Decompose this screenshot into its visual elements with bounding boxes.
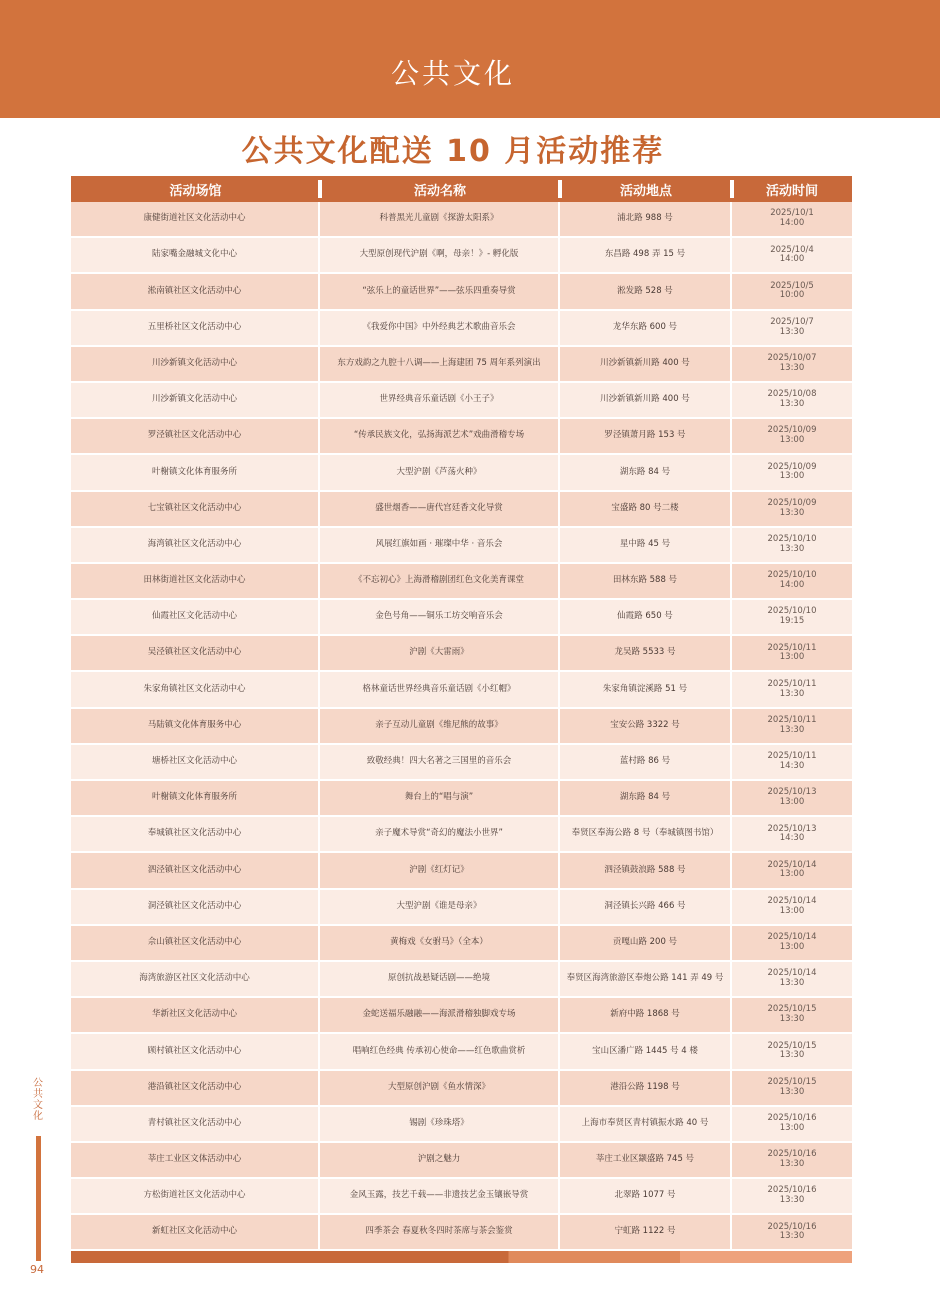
table-row bbox=[71, 1034, 852, 1070]
table-row bbox=[71, 781, 852, 817]
table-row bbox=[71, 1143, 852, 1179]
cell-date-text: 2025/10/16 bbox=[767, 1221, 817, 1232]
cell-clock-text: 14:30 bbox=[779, 760, 805, 771]
cell-venue: 朱家角镇社区文化活动中心 bbox=[71, 672, 320, 706]
cell-name: 沪剧之魅力 bbox=[320, 1143, 560, 1177]
cell-place: 泗泾镇鼓浪路 588 号 bbox=[560, 853, 732, 887]
column-header-name: 活动名称 bbox=[320, 176, 560, 202]
cell-venue: 罗泾镇社区文化活动中心 bbox=[71, 419, 320, 453]
cell-place: 罗泾镇萧月路 153 号 bbox=[560, 419, 732, 453]
cell-clock-text: 14:00 bbox=[779, 579, 805, 590]
cell-venue: 塘桥社区文化活动中心 bbox=[71, 745, 320, 779]
cell-name: 科普黑光儿童剧《探游太阳系》 bbox=[320, 202, 560, 236]
cell-clock-text: 13:30 bbox=[779, 507, 805, 518]
cell-venue: 马陆镇文化体育服务中心 bbox=[71, 709, 320, 743]
cell-date-text: 2025/10/11 bbox=[767, 642, 817, 653]
cell-clock-text: 13:30 bbox=[779, 688, 805, 699]
cell-time bbox=[732, 998, 852, 1032]
cell-time bbox=[732, 455, 852, 489]
cell-date-text: 2025/10/14 bbox=[767, 895, 817, 906]
cell-venue: 吴泾镇社区文化活动中心 bbox=[71, 636, 320, 670]
cell-clock-text: 19:15 bbox=[779, 616, 805, 627]
cell-name: 沪剧《红灯记》 bbox=[320, 853, 560, 887]
cell-date-text: 2025/10/13 bbox=[767, 787, 817, 798]
cell-name: 亲子魔术导赏“奇幻的魔法小世界” bbox=[320, 817, 560, 851]
cell-time bbox=[732, 1071, 852, 1105]
cell-name: 黄梅戏《女驸马》（全本） bbox=[320, 926, 560, 960]
cell-venue: 海湾镇社区文化活动中心 bbox=[71, 528, 320, 562]
table-row bbox=[71, 202, 852, 238]
cell-venue: 佘山镇社区文化活动中心 bbox=[71, 926, 320, 960]
table-row bbox=[71, 926, 852, 962]
cell-name: 大型沪剧《芦荡火种》 bbox=[320, 455, 560, 489]
cell-clock-text: 13:30 bbox=[779, 1158, 805, 1169]
cell-time bbox=[732, 1143, 852, 1177]
table-row bbox=[71, 311, 852, 347]
cell-place: 奉贤区海湾旅游区奉炮公路 141 弄 49 号 bbox=[560, 962, 732, 996]
cell-name: 金色号角——铜乐工坊交响音乐会 bbox=[320, 600, 560, 634]
table-row bbox=[71, 998, 852, 1034]
cell-clock-text: 13:00 bbox=[779, 1122, 805, 1133]
cell-time bbox=[732, 600, 852, 634]
cell-name: 原创抗战悬疑话剧——绝境 bbox=[320, 962, 560, 996]
cell-clock-text: 13:30 bbox=[779, 1086, 805, 1097]
cell-place: 田林东路 588 号 bbox=[560, 564, 732, 598]
table-row bbox=[71, 419, 852, 455]
cell-venue: 七宝镇社区文化活动中心 bbox=[71, 492, 320, 526]
cell-name: 致敬经典！四大名著之三国里的音乐会 bbox=[320, 745, 560, 779]
cell-place: 湖东路 84 号 bbox=[560, 455, 732, 489]
cell-date-text: 2025/10/16 bbox=[767, 1185, 817, 1196]
cell-venue: 陆家嘴金融城文化中心 bbox=[71, 238, 320, 272]
cell-name: “传承民族文化，弘扬海派艺术”戏曲滑稽专场 bbox=[320, 419, 560, 453]
cell-name: 格林童话世界经典音乐童话剧《小红帽》 bbox=[320, 672, 560, 706]
cell-date-text: 2025/10/11 bbox=[767, 678, 817, 689]
cell-name: 世界经典音乐童话剧《小王子》 bbox=[320, 383, 560, 417]
cell-venue: 叶榭镇文化体育服务所 bbox=[71, 455, 320, 489]
cell-venue: 洞泾镇社区文化活动中心 bbox=[71, 890, 320, 924]
table-row bbox=[71, 1215, 852, 1251]
cell-clock-text: 13:30 bbox=[779, 326, 805, 337]
cell-clock-text: 14:00 bbox=[779, 254, 805, 265]
cell-date-text: 2025/10/09 bbox=[767, 497, 817, 508]
section-title: 公共文化 bbox=[390, 57, 515, 90]
page-title: 公共文化配送 10 月活动推荐 bbox=[241, 134, 665, 169]
cell-place: 淞发路 528 号 bbox=[560, 274, 732, 308]
cell-place: 新府中路 1868 号 bbox=[560, 998, 732, 1032]
table-row bbox=[71, 1107, 852, 1143]
column-header-time: 活动时间 bbox=[732, 176, 852, 202]
cell-place: 川沙新镇新川路 400 号 bbox=[560, 347, 732, 381]
cell-clock-text: 13:30 bbox=[779, 399, 805, 410]
cell-venue: 叶榭镇文化体育服务所 bbox=[71, 781, 320, 815]
cell-date-text: 2025/10/16 bbox=[767, 1113, 817, 1124]
cell-clock-text: 13:00 bbox=[779, 869, 805, 880]
cell-time bbox=[732, 926, 852, 960]
table-row bbox=[71, 600, 852, 636]
cell-time bbox=[732, 383, 852, 417]
cell-place: 宝盛路 80 号二楼 bbox=[560, 492, 732, 526]
table-row bbox=[71, 564, 852, 600]
table-row bbox=[71, 672, 852, 708]
table-row bbox=[71, 238, 852, 274]
header-banner bbox=[0, 0, 940, 118]
cell-venue: 莘庄工业区文体活动中心 bbox=[71, 1143, 320, 1177]
table-row bbox=[71, 853, 852, 889]
column-header-place: 活动地点 bbox=[560, 176, 732, 202]
cell-venue: 田林街道社区文化活动中心 bbox=[71, 564, 320, 598]
cell-time bbox=[732, 564, 852, 598]
cell-venue: 康健街道社区文化活动中心 bbox=[71, 202, 320, 236]
cell-place: 星中路 45 号 bbox=[560, 528, 732, 562]
side-section-label: 公共文化 bbox=[33, 1078, 43, 1122]
cell-name: 大型沪剧《谁是母亲》 bbox=[320, 890, 560, 924]
cell-place: 洞泾镇长兴路 466 号 bbox=[560, 890, 732, 924]
cell-place: 宝山区潘广路 1445 号 4 楼 bbox=[560, 1034, 732, 1068]
cell-date-text: 2025/10/1 bbox=[770, 208, 814, 219]
cell-clock-text: 13:30 bbox=[779, 1195, 805, 1206]
cell-time bbox=[732, 1107, 852, 1141]
cell-clock-text: 14:30 bbox=[779, 833, 805, 844]
cell-time bbox=[732, 202, 852, 236]
cell-time bbox=[732, 1034, 852, 1068]
cell-place: 蓝村路 86 号 bbox=[560, 745, 732, 779]
cell-place: 朱家角镇淀溪路 51 号 bbox=[560, 672, 732, 706]
cell-time bbox=[732, 274, 852, 308]
table-row bbox=[71, 455, 852, 491]
cell-place: 宁虹路 1122 号 bbox=[560, 1215, 732, 1249]
cell-venue: 仙霞社区文化活动中心 bbox=[71, 600, 320, 634]
cell-date-text: 2025/10/13 bbox=[767, 823, 817, 834]
cell-time bbox=[732, 347, 852, 381]
cell-time bbox=[732, 817, 852, 851]
cell-date-text: 2025/10/14 bbox=[767, 932, 817, 943]
cell-clock-text: 13:00 bbox=[779, 905, 805, 916]
cell-place: 上海市奉贤区青村镇振水路 40 号 bbox=[560, 1107, 732, 1141]
cell-name: 《不忘初心》上海滑稽剧团红色文化美育课堂 bbox=[320, 564, 560, 598]
side-accent-line bbox=[36, 1136, 41, 1261]
table-row bbox=[71, 492, 852, 528]
cell-time bbox=[732, 1179, 852, 1213]
cell-date-text: 2025/10/11 bbox=[767, 751, 817, 762]
cell-time bbox=[732, 853, 852, 887]
cell-time bbox=[732, 528, 852, 562]
cell-venue: 华新社区文化活动中心 bbox=[71, 998, 320, 1032]
cell-venue: 淞南镇社区文化活动中心 bbox=[71, 274, 320, 308]
table-row bbox=[71, 962, 852, 998]
cell-name: “弦乐上的童话世界”——弦乐四重奏导赏 bbox=[320, 274, 560, 308]
cell-venue: 川沙新镇文化活动中心 bbox=[71, 347, 320, 381]
cell-date-text: 2025/10/4 bbox=[770, 244, 814, 255]
cell-clock-text: 13:30 bbox=[779, 362, 805, 373]
cell-time bbox=[732, 419, 852, 453]
cell-clock-text: 13:00 bbox=[779, 435, 805, 446]
table-row bbox=[71, 1179, 852, 1215]
cell-date-text: 2025/10/10 bbox=[767, 570, 817, 581]
cell-place: 湖东路 84 号 bbox=[560, 781, 732, 815]
cell-date-text: 2025/10/10 bbox=[767, 606, 817, 617]
cell-time bbox=[732, 672, 852, 706]
cell-date-text: 2025/10/15 bbox=[767, 1004, 817, 1015]
cell-clock-text: 13:00 bbox=[779, 471, 805, 482]
cell-venue: 泗泾镇社区文化活动中心 bbox=[71, 853, 320, 887]
cell-place: 奉贤区奉海公路 8 号（奉城镇图书馆） bbox=[560, 817, 732, 851]
cell-clock-text: 13:00 bbox=[779, 941, 805, 952]
table-row bbox=[71, 709, 852, 745]
cell-time bbox=[732, 1215, 852, 1249]
cell-date-text: 2025/10/15 bbox=[767, 1076, 817, 1087]
cell-place: 贡嘎山路 200 号 bbox=[560, 926, 732, 960]
page-number: 94 bbox=[30, 1263, 44, 1276]
cell-venue: 五里桥社区文化活动中心 bbox=[71, 311, 320, 345]
cell-venue: 顾村镇社区文化活动中心 bbox=[71, 1034, 320, 1068]
bottom-bar bbox=[71, 1251, 852, 1263]
cell-time bbox=[732, 745, 852, 779]
cell-date-text: 2025/10/11 bbox=[767, 714, 817, 725]
cell-date-text: 2025/10/7 bbox=[770, 316, 814, 327]
table-row bbox=[71, 274, 852, 310]
table-row bbox=[71, 528, 852, 564]
cell-venue: 新虹社区文化活动中心 bbox=[71, 1215, 320, 1249]
table-header bbox=[71, 176, 852, 202]
cell-name: 锡剧《珍珠塔》 bbox=[320, 1107, 560, 1141]
table-body bbox=[71, 202, 852, 1251]
cell-name: 大型原创现代沪剧《啊，母亲！》- 孵化版 bbox=[320, 238, 560, 272]
cell-date-text: 2025/10/14 bbox=[767, 859, 817, 870]
cell-place: 浦北路 988 号 bbox=[560, 202, 732, 236]
cell-venue: 方松街道社区文化活动中心 bbox=[71, 1179, 320, 1213]
cell-date-text: 2025/10/08 bbox=[767, 389, 817, 400]
cell-place: 龙华东路 600 号 bbox=[560, 311, 732, 345]
table-row bbox=[71, 890, 852, 926]
cell-name: 亲子互动儿童剧《维尼熊的故事》 bbox=[320, 709, 560, 743]
cell-date-text: 2025/10/07 bbox=[767, 353, 817, 364]
cell-clock-text: 13:30 bbox=[779, 724, 805, 735]
cell-name: 盛世烟香——唐代宫廷香文化导赏 bbox=[320, 492, 560, 526]
cell-name: 金蛇送福乐融融——海派滑稽独脚戏专场 bbox=[320, 998, 560, 1032]
table-row bbox=[71, 817, 852, 853]
cell-name: 四季茶会 春夏秋冬四时茶席与茶会鉴赏 bbox=[320, 1215, 560, 1249]
cell-name: 舞台上的“唱与演” bbox=[320, 781, 560, 815]
cell-date-text: 2025/10/09 bbox=[767, 425, 817, 436]
cell-venue: 港沿镇社区文化活动中心 bbox=[71, 1071, 320, 1105]
cell-clock-text: 13:30 bbox=[779, 1231, 805, 1242]
cell-place: 川沙新镇新川路 400 号 bbox=[560, 383, 732, 417]
cell-date-text: 2025/10/09 bbox=[767, 461, 817, 472]
cell-time bbox=[732, 709, 852, 743]
cell-clock-text: 13:00 bbox=[779, 797, 805, 808]
cell-time bbox=[732, 962, 852, 996]
cell-date-text: 2025/10/5 bbox=[770, 280, 814, 291]
cell-date-text: 2025/10/16 bbox=[767, 1149, 817, 1160]
cell-clock-text: 13:30 bbox=[779, 978, 805, 989]
cell-date-text: 2025/10/10 bbox=[767, 534, 817, 545]
table-row bbox=[71, 1071, 852, 1107]
table-row bbox=[71, 347, 852, 383]
cell-time bbox=[732, 311, 852, 345]
cell-name: 大型原创沪剧《鱼水情深》 bbox=[320, 1071, 560, 1105]
events-table bbox=[71, 176, 852, 1251]
cell-name: 风展红旗如画 · 璀璨中华 · 音乐会 bbox=[320, 528, 560, 562]
cell-name: 唱响红色经典 传承初心使命——红色歌曲赏析 bbox=[320, 1034, 560, 1068]
cell-time bbox=[732, 492, 852, 526]
cell-place: 莘庄工业区颛盛路 745 号 bbox=[560, 1143, 732, 1177]
column-header-venue: 活动场馆 bbox=[169, 183, 222, 199]
cell-place: 龙吴路 5533 号 bbox=[560, 636, 732, 670]
cell-clock-text: 10:00 bbox=[779, 290, 805, 301]
cell-venue: 海湾旅游区社区文化活动中心 bbox=[71, 962, 320, 996]
cell-clock-text: 13:00 bbox=[779, 652, 805, 663]
table-row bbox=[71, 636, 852, 672]
cell-time bbox=[732, 781, 852, 815]
cell-venue: 奉城镇社区文化活动中心 bbox=[71, 817, 320, 851]
cell-place: 宝安公路 3322 号 bbox=[560, 709, 732, 743]
cell-clock-text: 14:00 bbox=[779, 218, 805, 229]
cell-clock-text: 13:30 bbox=[779, 1050, 805, 1061]
cell-time bbox=[732, 238, 852, 272]
cell-time bbox=[732, 890, 852, 924]
cell-date-text: 2025/10/14 bbox=[767, 968, 817, 979]
cell-date-text: 2025/10/15 bbox=[767, 1040, 817, 1051]
cell-venue: 青村镇社区文化活动中心 bbox=[71, 1107, 320, 1141]
cell-name: 《我爱你中国》中外经典艺术歌曲音乐会 bbox=[320, 311, 560, 345]
cell-place: 东昌路 498 弄 15 号 bbox=[560, 238, 732, 272]
cell-place: 仙霞路 650 号 bbox=[560, 600, 732, 634]
cell-clock-text: 13:30 bbox=[779, 543, 805, 554]
table-row bbox=[71, 745, 852, 781]
table-row bbox=[71, 383, 852, 419]
cell-place: 港沿公路 1198 号 bbox=[560, 1071, 732, 1105]
cell-name: 东方戏韵之九腔十八调——上海建团 75 周年系列演出 bbox=[320, 347, 560, 381]
cell-venue: 川沙新镇文化活动中心 bbox=[71, 383, 320, 417]
cell-place: 北翠路 1077 号 bbox=[560, 1179, 732, 1213]
cell-name: 沪剧《大雷雨》 bbox=[320, 636, 560, 670]
cell-time bbox=[732, 636, 852, 670]
cell-name: 金风玉露，技艺千载——非遗技艺金玉镶嵌导赏 bbox=[320, 1179, 560, 1213]
cell-clock-text: 13:30 bbox=[779, 1014, 805, 1025]
